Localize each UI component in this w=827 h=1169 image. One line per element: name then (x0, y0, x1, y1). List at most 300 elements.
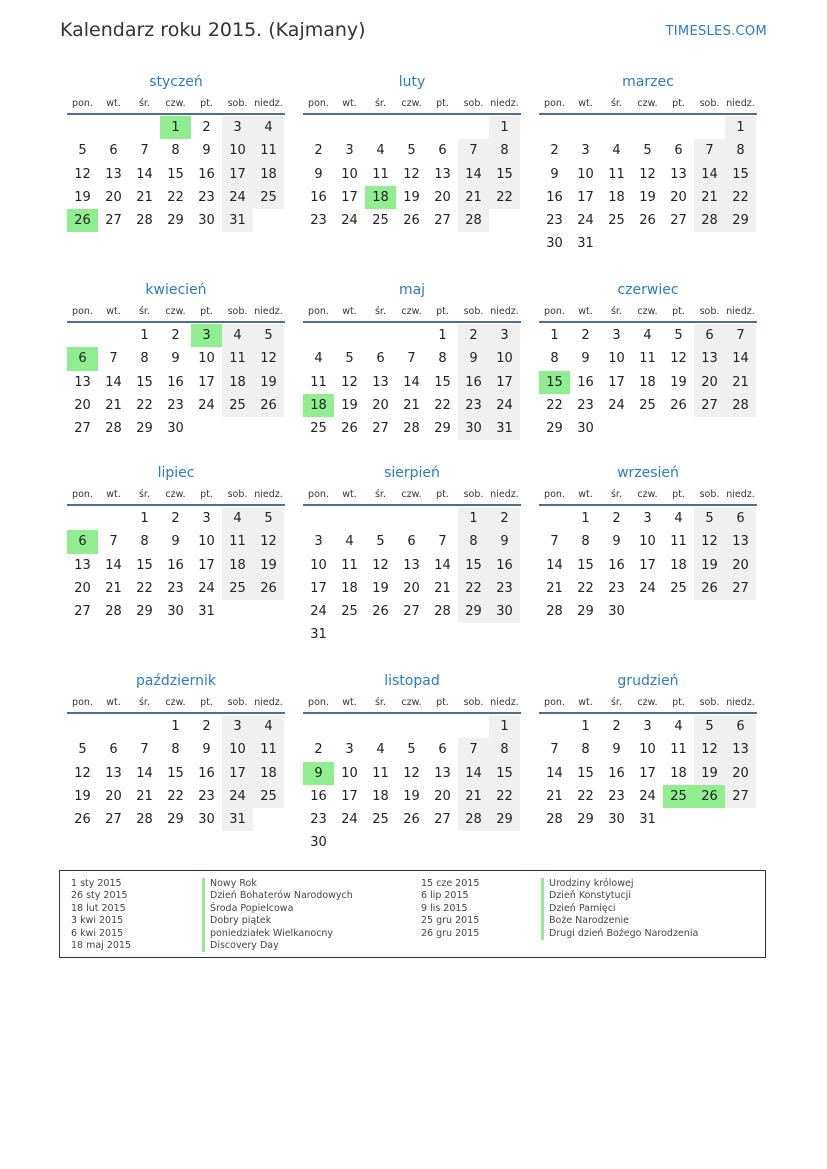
day-cell: 4 (253, 715, 284, 738)
day-cell: 9 (581, 351, 590, 367)
day-cell: 30 (489, 600, 520, 623)
day-cell: 19 (253, 554, 284, 577)
day-cell: 29 (136, 421, 153, 437)
day-cell: 16 (546, 189, 563, 205)
day-cell: 2 (489, 507, 520, 530)
day-cell: 10 (222, 139, 253, 162)
day-cell: 29 (458, 600, 489, 623)
empty-day (632, 116, 663, 139)
legend-date: 18 maj 2015 (71, 939, 132, 951)
day-cell: 14 (403, 374, 420, 390)
day-cell: 31 (222, 209, 253, 232)
day-cell: 4 (376, 143, 385, 159)
day-cell: 1 (725, 116, 756, 139)
legend-date: 26 sty 2015 (71, 890, 128, 902)
empty-day (396, 715, 427, 738)
day-cell: 2 (612, 511, 621, 526)
day-cell: 11 (670, 742, 687, 758)
day-cell: 28 (458, 808, 489, 831)
weekday-label: wt. (342, 697, 357, 708)
day-cell: 21 (458, 785, 489, 808)
day-cell: 1 (140, 511, 149, 526)
day-cell: 17 (341, 788, 358, 804)
day-cell: 23 (310, 812, 327, 828)
day-grid (67, 507, 285, 623)
day-cell: 16 (310, 788, 327, 804)
legend-names-right (549, 878, 698, 940)
weekday-label: pt. (436, 98, 449, 109)
day-cell: 9 (202, 143, 211, 159)
legend-holiday-name: Urodziny królowej (549, 878, 634, 889)
day-cell: 3 (643, 719, 652, 734)
day-cell: 22 (458, 577, 489, 600)
day-cell: 22 (725, 186, 756, 209)
day-cell: 2 (314, 742, 323, 758)
empty-day (67, 715, 98, 738)
day-cell: 15 (577, 765, 594, 781)
day-cell: 17 (489, 371, 520, 394)
day-cell: 6 (376, 351, 385, 367)
month-2 (539, 72, 757, 256)
day-cell: 25 (639, 397, 656, 413)
day-cell: 5 (345, 351, 354, 367)
weekday-label: wt. (106, 98, 121, 109)
day-cell: 7 (550, 742, 559, 758)
day-cell: 2 (458, 324, 489, 347)
day-cell: 16 (310, 189, 327, 205)
day-cell: 10 (198, 351, 215, 367)
day-cell: 23 (167, 397, 184, 413)
day-cell: 21 (458, 186, 489, 209)
day-cell: 17 (577, 189, 594, 205)
day-cell: 20 (403, 580, 420, 596)
weekday-label: niedz. (490, 697, 519, 708)
day-cell: 21 (546, 788, 563, 804)
empty-day (539, 715, 570, 738)
empty-day (427, 715, 458, 738)
day-cell: 22 (546, 397, 563, 413)
day-cell: 25 (372, 213, 389, 229)
day-cell: 21 (725, 371, 756, 394)
day-cell: 20 (74, 397, 91, 413)
empty-day (458, 116, 489, 139)
weekday-header (303, 97, 521, 115)
day-cell: 9 (612, 534, 621, 550)
day-cell: 4 (222, 507, 253, 530)
weekday-label: sob. (227, 697, 248, 708)
empty-day (365, 116, 396, 139)
day-cell: 23 (458, 394, 489, 417)
holiday-day: 3 (191, 324, 222, 347)
day-cell: 20 (434, 189, 451, 205)
weekday-label: pt. (672, 489, 685, 500)
holiday-day: 15 (539, 371, 570, 394)
empty-day (663, 116, 694, 139)
day-cell: 15 (434, 374, 451, 390)
legend-date: 3 kwi 2015 (71, 915, 124, 927)
legend-date: 1 sty 2015 (71, 878, 122, 889)
day-cell: 28 (434, 604, 451, 620)
legend-date: 9 lis 2015 (421, 902, 468, 914)
day-grid (539, 715, 757, 831)
weekday-header (67, 305, 285, 323)
day-cell: 8 (581, 742, 590, 758)
day-cell: 27 (434, 213, 451, 229)
day-cell: 6 (438, 143, 447, 159)
day-cell: 2 (314, 143, 323, 159)
legend-marker-left (202, 878, 205, 952)
day-cell: 4 (674, 719, 683, 734)
day-cell: 22 (136, 397, 153, 413)
day-cell: 19 (670, 374, 687, 390)
day-cell: 9 (171, 351, 180, 367)
weekday-label: pt. (672, 306, 685, 317)
day-cell: 21 (403, 397, 420, 413)
day-cell: 7 (438, 534, 447, 550)
weekday-label: niedz. (726, 306, 755, 317)
empty-day (98, 715, 129, 738)
day-cell: 5 (253, 507, 284, 530)
day-cell: 5 (376, 534, 385, 550)
month-1 (303, 72, 521, 232)
weekday-header (67, 488, 285, 506)
weekday-label: niedz. (490, 306, 519, 317)
holiday-day: 26 (694, 785, 725, 808)
weekday-label: pt. (672, 98, 685, 109)
empty-day (67, 324, 98, 347)
day-cell: 25 (222, 577, 253, 600)
day-cell: 9 (314, 166, 323, 182)
holiday-day: 18 (303, 394, 334, 417)
day-cell: 26 (74, 812, 91, 828)
day-cell: 20 (105, 189, 122, 205)
day-cell: 5 (78, 143, 87, 159)
day-grid (67, 324, 285, 440)
day-cell: 15 (167, 765, 184, 781)
month-name: listopad (384, 673, 440, 689)
legend-holiday-name: Nowy Rok (210, 878, 257, 889)
day-grid (67, 116, 285, 232)
day-cell: 3 (612, 328, 621, 343)
day-cell: 18 (670, 557, 687, 573)
day-cell: 28 (136, 812, 153, 828)
day-cell: 29 (136, 604, 153, 620)
day-cell: 5 (694, 715, 725, 738)
day-cell: 7 (140, 143, 149, 159)
day-cell: 30 (608, 604, 625, 620)
day-cell: 8 (438, 351, 447, 367)
day-cell: 3 (643, 511, 652, 526)
day-cell: 2 (202, 120, 211, 135)
day-cell: 24 (639, 580, 656, 596)
day-cell: 23 (577, 397, 594, 413)
day-cell: 12 (253, 347, 284, 370)
day-cell: 16 (608, 765, 625, 781)
day-cell: 14 (434, 557, 451, 573)
legend-holiday-name: Discovery Day (210, 939, 279, 951)
day-cell: 8 (725, 139, 756, 162)
day-cell: 5 (78, 742, 87, 758)
weekday-label: wt. (342, 98, 357, 109)
weekday-label: sob. (463, 98, 484, 109)
day-cell: 21 (136, 189, 153, 205)
day-cell: 26 (341, 421, 358, 437)
day-cell: 10 (341, 765, 358, 781)
day-cell: 4 (612, 143, 621, 159)
day-cell: 20 (694, 371, 725, 394)
weekday-header (303, 696, 521, 714)
weekday-label: pt. (200, 98, 213, 109)
day-cell: 24 (577, 213, 594, 229)
day-cell: 27 (105, 213, 122, 229)
weekday-label: pon. (308, 697, 329, 708)
day-cell: 8 (489, 738, 520, 761)
legend-holiday-name: Drugi dzień Bożego Narodzenia (549, 927, 699, 939)
day-cell: 24 (198, 580, 215, 596)
day-cell: 30 (198, 812, 215, 828)
day-cell: 6 (438, 742, 447, 758)
day-cell: 23 (167, 580, 184, 596)
day-cell: 3 (222, 715, 253, 738)
weekday-header (539, 305, 757, 323)
empty-day (694, 116, 725, 139)
day-cell: 11 (670, 534, 687, 550)
day-cell: 19 (372, 580, 389, 596)
day-cell: 24 (639, 788, 656, 804)
empty-day (98, 324, 129, 347)
weekday-label: czw. (401, 697, 422, 708)
weekday-label: czw. (637, 98, 658, 109)
weekday-label: sob. (227, 489, 248, 500)
day-cell: 3 (345, 742, 354, 758)
day-cell: 11 (372, 166, 389, 182)
day-cell: 11 (372, 765, 389, 781)
day-cell: 26 (670, 397, 687, 413)
day-cell: 19 (74, 189, 91, 205)
day-cell: 18 (341, 580, 358, 596)
day-cell: 24 (222, 785, 253, 808)
day-cell: 18 (222, 371, 253, 394)
day-grid (303, 507, 521, 647)
empty-day (334, 715, 365, 738)
day-cell: 9 (458, 347, 489, 370)
day-cell: 30 (167, 604, 184, 620)
day-cell: 14 (725, 347, 756, 370)
legend-date: 6 kwi 2015 (71, 927, 124, 939)
day-cell: 27 (372, 421, 389, 437)
weekday-label: czw. (165, 98, 186, 109)
weekday-label: śr. (610, 306, 622, 317)
day-cell: 27 (74, 421, 91, 437)
day-cell: 19 (403, 189, 420, 205)
day-cell: 3 (222, 116, 253, 139)
day-cell: 16 (198, 765, 215, 781)
weekday-header (539, 696, 757, 714)
day-cell: 26 (403, 213, 420, 229)
day-cell: 27 (694, 394, 725, 417)
empty-day (365, 507, 396, 530)
day-cell: 20 (105, 788, 122, 804)
day-cell: 17 (310, 580, 327, 596)
day-cell: 5 (407, 742, 416, 758)
day-grid (539, 116, 757, 256)
day-cell: 31 (222, 808, 253, 831)
weekday-label: pt. (200, 489, 213, 500)
weekday-label: pon. (72, 306, 93, 317)
day-cell: 21 (546, 580, 563, 596)
month-name: marzec (622, 74, 674, 90)
day-cell: 18 (670, 765, 687, 781)
day-cell: 25 (253, 186, 284, 209)
weekday-label: wt. (578, 697, 593, 708)
weekday-label: czw. (165, 697, 186, 708)
day-cell: 13 (74, 557, 91, 573)
weekday-label: wt. (578, 489, 593, 500)
day-cell: 4 (222, 324, 253, 347)
weekday-label: sob. (227, 98, 248, 109)
day-cell: 6 (694, 324, 725, 347)
empty-day (396, 507, 427, 530)
day-cell: 6 (674, 143, 683, 159)
empty-day (427, 507, 458, 530)
day-cell: 13 (105, 765, 122, 781)
day-cell: 15 (489, 762, 520, 785)
day-cell: 19 (694, 762, 725, 785)
day-cell: 8 (458, 530, 489, 553)
weekday-label: śr. (138, 306, 150, 317)
day-cell: 3 (345, 143, 354, 159)
day-cell: 29 (577, 812, 594, 828)
weekday-label: niedz. (490, 489, 519, 500)
day-cell: 22 (136, 580, 153, 596)
legend-holiday-name: Dzień Pamięci (549, 902, 616, 914)
empty-day (365, 715, 396, 738)
day-cell: 17 (608, 374, 625, 390)
day-cell: 18 (372, 788, 389, 804)
legend-date: 6 lip 2015 (421, 890, 469, 902)
day-cell: 6 (725, 507, 756, 530)
day-cell: 28 (105, 604, 122, 620)
weekday-label: pon. (544, 306, 565, 317)
day-cell: 25 (310, 421, 327, 437)
day-cell: 7 (458, 738, 489, 761)
day-cell: 5 (643, 143, 652, 159)
day-cell: 14 (458, 762, 489, 785)
month-8 (539, 463, 757, 623)
weekday-label: sob. (699, 98, 720, 109)
day-cell: 22 (577, 788, 594, 804)
day-cell: 31 (489, 417, 520, 440)
day-cell: 9 (612, 742, 621, 758)
day-cell: 12 (670, 351, 687, 367)
day-cell: 25 (222, 394, 253, 417)
day-cell: 28 (105, 421, 122, 437)
day-cell: 28 (546, 812, 563, 828)
day-cell: 27 (434, 812, 451, 828)
day-cell: 1 (489, 116, 520, 139)
empty-day (334, 116, 365, 139)
day-cell: 30 (577, 421, 594, 437)
day-cell: 12 (694, 530, 725, 553)
day-cell: 18 (608, 189, 625, 205)
day-cell: 12 (639, 166, 656, 182)
day-cell: 11 (608, 166, 625, 182)
holiday-day: 9 (303, 762, 334, 785)
day-cell: 3 (489, 324, 520, 347)
weekday-header (303, 305, 521, 323)
day-cell: 25 (253, 785, 284, 808)
weekday-label: wt. (578, 98, 593, 109)
day-cell: 22 (167, 189, 184, 205)
day-cell: 16 (458, 371, 489, 394)
day-cell: 31 (577, 236, 594, 252)
day-cell: 8 (140, 534, 149, 550)
day-cell: 24 (608, 397, 625, 413)
site-logo[interactable]: TIMESLES.COM (665, 24, 767, 39)
day-cell: 17 (639, 557, 656, 573)
day-cell: 14 (105, 557, 122, 573)
legend-holiday-name: Dzień Konstytucji (549, 890, 631, 902)
empty-day (396, 116, 427, 139)
day-cell: 17 (639, 765, 656, 781)
day-cell: 29 (546, 421, 563, 437)
day-cell: 30 (608, 812, 625, 828)
weekday-label: sob. (463, 489, 484, 500)
empty-day (98, 116, 129, 139)
day-cell: 14 (694, 163, 725, 186)
day-cell: 12 (694, 738, 725, 761)
month-5 (539, 280, 757, 440)
day-cell: 30 (198, 213, 215, 229)
day-cell: 19 (74, 788, 91, 804)
month-10 (303, 671, 521, 855)
day-cell: 1 (438, 328, 447, 343)
day-cell: 11 (253, 139, 284, 162)
month-name: maj (398, 282, 426, 298)
day-cell: 31 (639, 812, 656, 828)
day-cell: 23 (608, 580, 625, 596)
legend-holiday-name: Dzień Bohaterów Narodowych (210, 890, 353, 902)
day-cell: 8 (171, 143, 180, 159)
day-cell: 2 (550, 143, 559, 159)
day-cell: 6 (407, 534, 416, 550)
day-cell: 1 (581, 511, 590, 526)
day-cell: 21 (105, 397, 122, 413)
day-cell: 28 (694, 209, 725, 232)
day-cell: 15 (725, 163, 756, 186)
empty-day (67, 507, 98, 530)
day-cell: 22 (167, 788, 184, 804)
day-cell: 5 (253, 324, 284, 347)
day-cell: 23 (546, 213, 563, 229)
day-cell: 15 (577, 557, 594, 573)
day-cell: 25 (341, 604, 358, 620)
holiday-legend (59, 870, 766, 958)
weekday-label: wt. (106, 489, 121, 500)
day-cell: 28 (136, 213, 153, 229)
weekday-label: śr. (610, 98, 622, 109)
weekday-label: niedz. (254, 489, 283, 500)
day-cell: 9 (550, 166, 559, 182)
day-cell: 14 (136, 166, 153, 182)
day-cell: 18 (253, 762, 284, 785)
month-3 (67, 280, 285, 440)
day-cell: 4 (643, 328, 652, 343)
weekday-label: czw. (401, 306, 422, 317)
legend-date: 15 cze 2015 (421, 878, 480, 889)
day-cell: 20 (74, 580, 91, 596)
day-cell: 13 (725, 738, 756, 761)
